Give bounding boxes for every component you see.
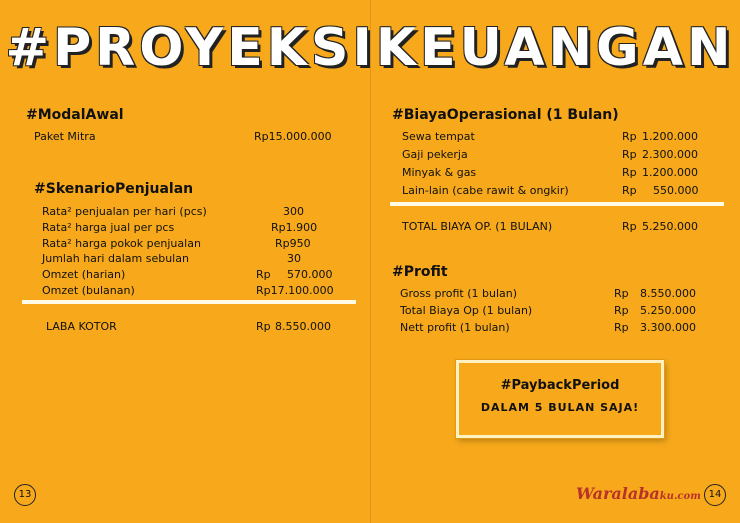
currency-label: Rp xyxy=(614,287,629,300)
separator-bar xyxy=(22,300,356,304)
currency-label: Rp xyxy=(256,320,271,333)
laba-kotor-label: LABA KOTOR xyxy=(46,320,117,333)
total-biaya-value: 5.250.000 xyxy=(642,220,698,233)
skenario-row-label: Omzet (bulanan) xyxy=(42,284,135,297)
currency-label: Rp xyxy=(622,220,637,233)
profit-row-value: 3.300.000 xyxy=(640,321,696,334)
skenario-row-value: Rp1.900 xyxy=(271,221,318,234)
brand-logo xyxy=(576,484,701,503)
skenario-row-label: Omzet (harian) xyxy=(42,268,126,281)
laba-kotor-value: 8.550.000 xyxy=(275,320,331,333)
currency-label: Rp xyxy=(614,304,629,317)
paket-mitra-label: Paket Mitra xyxy=(34,130,96,143)
profit-row-value: 5.250.000 xyxy=(640,304,696,317)
skenario-row-label: Rata² penjualan per hari (pcs) xyxy=(42,205,207,218)
biaya-row-label: Sewa tempat xyxy=(402,130,475,143)
total-biaya-label: TOTAL BIAYA OP. (1 BULAN) xyxy=(402,220,553,233)
biaya-row-value: 550.000 xyxy=(653,184,699,197)
currency-label: Rp xyxy=(622,148,637,161)
biaya-row-label: Gaji pekerja xyxy=(402,148,468,161)
biaya-row-label: Lain-lain (cabe rawit & ongkir) xyxy=(402,184,569,197)
payback-title: #PaybackPeriod xyxy=(500,378,620,393)
payback-subtitle: DALAM 5 BULAN SAJA! xyxy=(480,401,640,414)
skenario-row-value: 570.000 xyxy=(287,268,333,281)
modal-awal-heading: #ModalAwal xyxy=(26,107,124,123)
profit-row-value: 8.550.000 xyxy=(640,287,696,300)
skenario-row-value: 300 xyxy=(283,205,304,218)
profit-row-label: Gross profit (1 bulan) xyxy=(400,287,518,300)
payback-period-box xyxy=(456,360,664,438)
skenario-row-label: Rata² harga pokok penjualan xyxy=(42,237,201,250)
profit-row-label: Nett profit (1 bulan) xyxy=(400,321,510,334)
profit-heading: #Profit xyxy=(392,264,448,280)
skenario-row-value: 30 xyxy=(287,252,301,265)
currency-label: Rp xyxy=(622,166,637,179)
profit-row-label: Total Biaya Op (1 bulan) xyxy=(400,304,533,317)
currency-label: Rp xyxy=(614,321,629,334)
page-number-right: 14 xyxy=(704,484,726,506)
skenario-row-value: Rp950 xyxy=(275,237,311,250)
skenario-heading: #SkenarioPenjualan xyxy=(34,181,194,197)
skenario-row-label: Rata² harga jual per pcs xyxy=(42,221,175,234)
skenario-row-label: Jumlah hari dalam sebulan xyxy=(42,252,189,265)
biaya-row-label: Minyak & gas xyxy=(402,166,477,179)
currency-label: Rp xyxy=(622,184,637,197)
paket-mitra-value: Rp15.000.000 xyxy=(254,130,332,143)
biaya-row-value: 2.300.000 xyxy=(642,148,698,161)
skenario-row-value: Rp17.100.000 xyxy=(256,284,334,297)
biaya-row-value: 1.200.000 xyxy=(642,130,698,143)
biaya-operasional-heading: #BiayaOperasional (1 Bulan) xyxy=(392,107,619,123)
page-number-left: 13 xyxy=(14,484,36,506)
biaya-row-value: 1.200.000 xyxy=(642,166,698,179)
currency-label: Rp xyxy=(622,130,637,143)
brand-domain: ku.com xyxy=(659,491,701,502)
separator-bar xyxy=(390,202,724,206)
currency-label: Rp xyxy=(256,268,271,281)
brand-name: Waralaba xyxy=(576,484,660,503)
page-title: #PROYEKSIKEUANGAN xyxy=(5,18,735,78)
page-divider xyxy=(370,0,371,523)
